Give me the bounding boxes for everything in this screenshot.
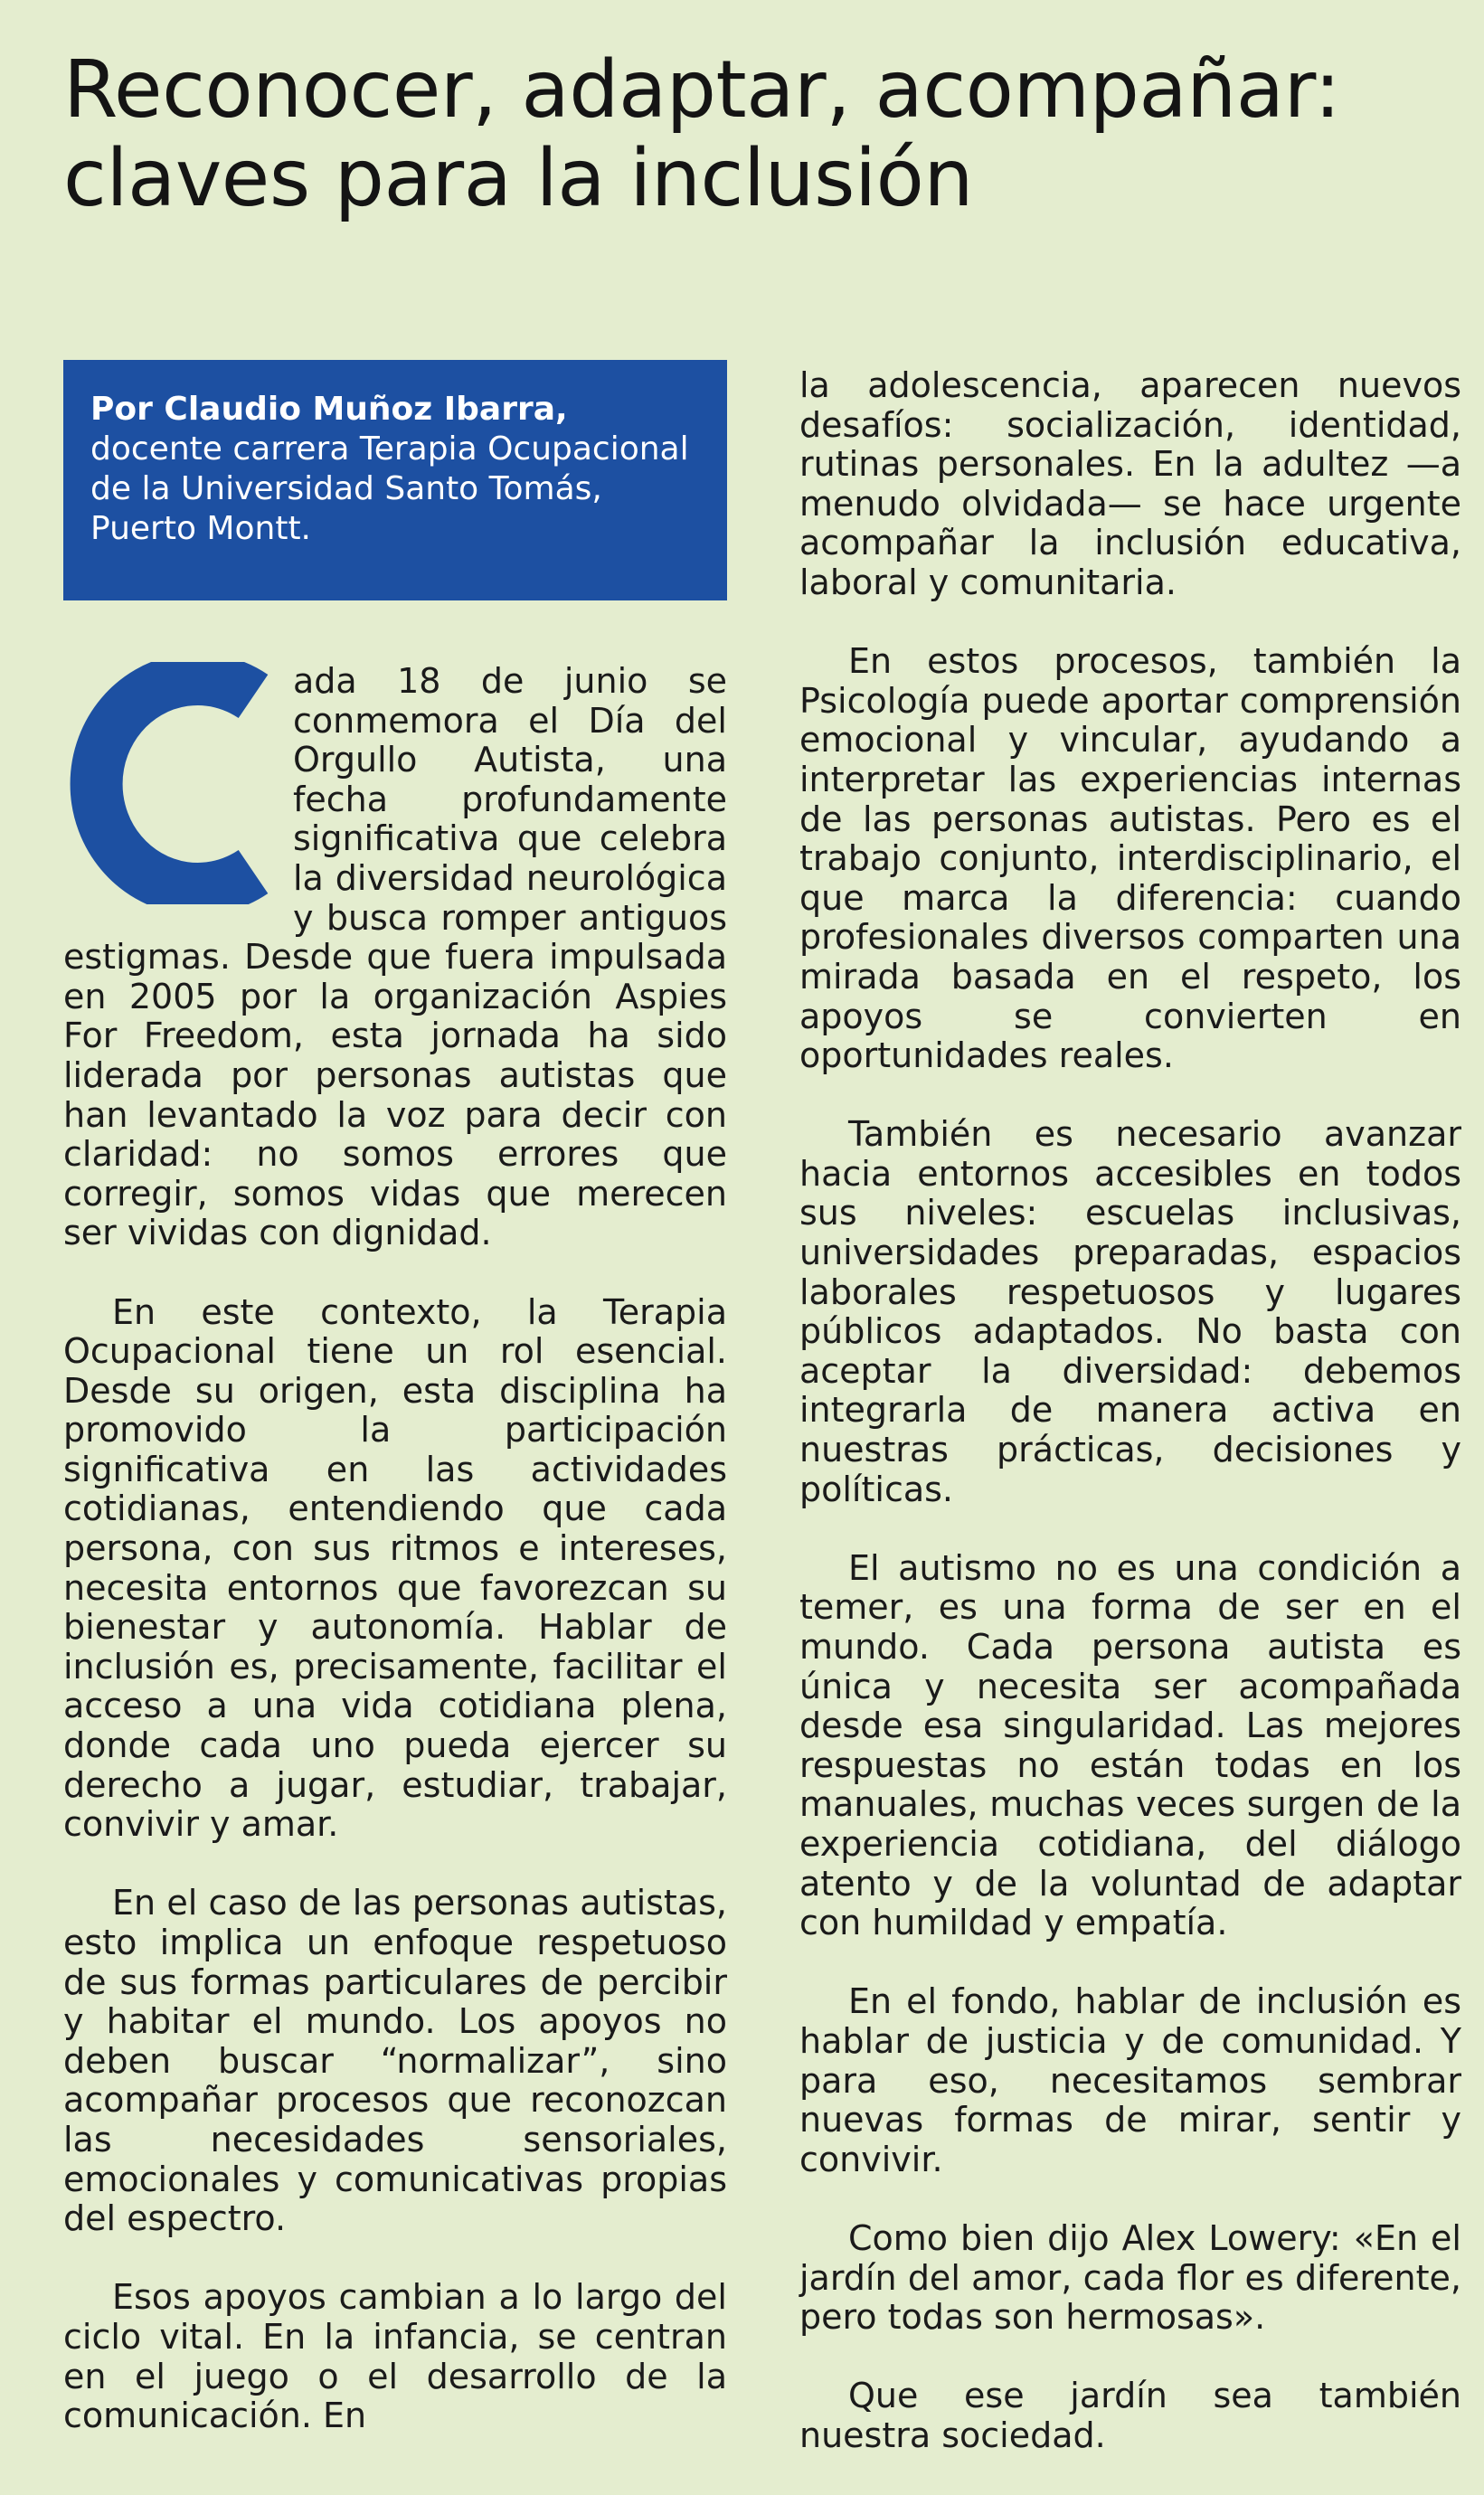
paragraph-1: ada 18 de junio se conmemora el Día del Orgullo Autista, una fecha profundamente significativa que celebra la diversidad neurológica y busca romper antiguos estigmas. Desde que fuera impulsada en 2005 por la organización Aspies For Freedom, esta jornada ha sido liderada por personas autistas que han levantado la voz para decir con claridad: no somos errores que corregir, somos vidas que merecen ser vividas con dignidad. — [63, 661, 727, 1253]
byline-author: Por Claudio Muñoz Ibarra, — [90, 391, 568, 428]
byline-role: docente carrera Terapia Ocupacional de la Universidad Santo Tomás, Puerto Montt. — [90, 430, 689, 547]
paragraph-7: También es necesario avanzar hacia entornos accesibles en todos sus niveles: escuelas inclusivas, universidades preparadas, espacios laborales respetuosos y lugares públicos adaptados. No basta con aceptar la diversidad: debemos integrarla de manera activa en nuestras prácticas, decisiones y políticas. — [799, 1114, 1461, 1509]
paragraph-10: Como bien dijo Alex Lowery: «En el jardín del amor, cada flor es diferente, pero todas son hermosas». — [799, 2217, 1461, 2338]
paragraph-8: El autismo no es una condición a temer, es una forma de ser en el mundo. Cada persona autista es única y necesita ser acompañada desde esa singularidad. Las mejores respuestas no están todas en los manuales, muchas veces surgen de la experiencia cotidiana, del diálogo atento y de la voluntad de adaptar con humildad y empatía. — [799, 1547, 1461, 1943]
byline-box — [63, 360, 727, 600]
paragraph-6: En estos procesos, también la Psicología puede aportar comprensión emocional y vincular, ayudando a interpretar las experiencias internas de las personas autistas. Pero es el trabajo conjunto, interdisciplinario, el que marca la diferencia: cuando profesionales diversos comparten una mirada basada en el respeto, los apoyos se convierten en oportunidades reales. — [799, 641, 1461, 1076]
dropcap-c-icon — [63, 662, 277, 904]
dropcap-letter — [63, 662, 277, 904]
paragraph-2: En este contexto, la Terapia Ocupacional tiene un rol esencial. Desde su origen, esta disciplina ha promovido la participación significativa en las actividades cotidianas, entendiendo que cada persona, con sus ritmos e intereses, necesita entornos que favorezcan su bienestar y autonomía. Hablar de inclusión es, precisamente, facilitar el acceso a una vida cotidiana plena, donde cada uno pueda ejercer su derecho a jugar, estudiar, trabajar, convivir y amar. — [63, 1291, 727, 1845]
left-column — [63, 662, 727, 2475]
right-column — [799, 366, 1461, 2495]
paragraph-3: En el caso de las personas autistas, esto implica un enfoque respetuoso de sus formas particulares de percibir y habitar el mundo. Los apoyos no deben buscar “normalizar”, sino acompañar procesos que reconozcan las necesidades sensoriales, emocionales y comunicativas propias del espectro. — [63, 1883, 727, 2239]
article-title: Reconocer, adaptar, acompañar: claves para la inclusión — [63, 43, 1341, 224]
paragraph-9: En el fondo, hablar de inclusión es hablar de justicia y de comunidad. Y para eso, necesitamos sembrar nuevas formas de mirar, sentir y convivir. — [799, 1981, 1461, 2179]
paragraph-4: Esos apoyos cambian a lo largo del ciclo vital. En la infancia, se centran en el juego o el desarrollo de la comunicación. En — [63, 2277, 727, 2436]
paragraph-11: Que ese jardín sea también nuestra sociedad. — [799, 2376, 1461, 2455]
paragraph-5: la adolescencia, aparecen nuevos desafíos: socialización, identidad, rutinas personales. En la adultez —a menudo olvidada— se hace urgente acompañar la inclusión educativa, laboral y comunitaria. — [799, 365, 1461, 602]
